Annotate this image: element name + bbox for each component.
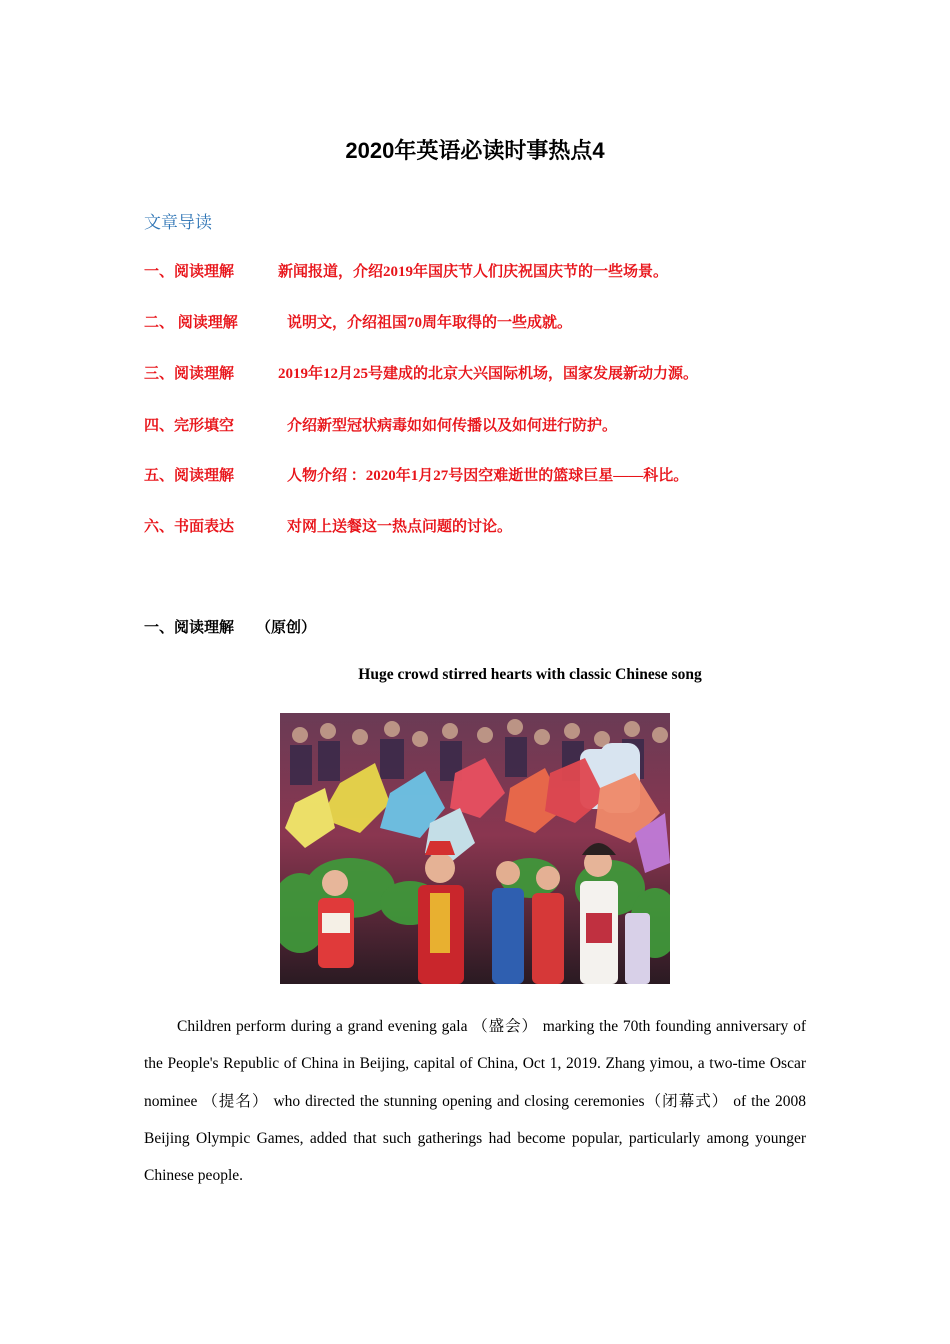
page-title: 2020年英语必读时事热点4 — [345, 138, 605, 163]
guide-item-desc: 2019年12月25号建成的北京大兴国际机场，国家发展新动力源。 — [278, 366, 699, 382]
guide-item-desc: 人物介绍 ：2020年1月27号因空难逝世的篮球巨星——科比。 — [287, 468, 689, 484]
guide-item-desc: 说明文，介绍祖国70周年取得的一些成就。 — [287, 315, 573, 331]
section-heading-label: 一、阅读理解 — [144, 620, 235, 636]
guide-item-6 — [144, 515, 513, 536]
section-heading-note: （原创） — [256, 620, 317, 636]
guide-item-label: 四、完形填空 — [144, 418, 235, 434]
guide-item-1 — [144, 260, 669, 281]
guide-item-desc: 介绍新型冠状病毒如如何传播以及如何进行防护。 — [287, 418, 618, 434]
guide-item-2 — [144, 311, 573, 332]
guide-item-desc: 新闻报道，介绍2019年国庆节人们庆祝国庆节的一些场景。 — [278, 264, 669, 280]
guide-item-label: 二、 阅读理解 — [144, 315, 238, 331]
gala-photo — [280, 713, 670, 984]
guide-item-4 — [144, 414, 618, 435]
gala-photo-illustration — [280, 713, 670, 984]
section-heading — [144, 616, 316, 637]
guide-item-label: 五、阅读理解 — [144, 468, 235, 484]
article-title: Huge crowd stirred hearts with classic Chinese song — [358, 666, 702, 683]
guide-item-desc: 对网上送餐这一热点问题的讨论。 — [287, 519, 513, 535]
guide-item-label: 一、阅读理解 — [144, 264, 235, 280]
article-paragraph: Children perform during a grand evening gala （盛会） marking the 70th founding anniversary of the People's Republic of China in Beijing, capital of China, Oct 1, 2019. Zhang yimou, a two-time Oscar nominee （提名） who directed the stunning opening and closing ceremonies（闭幕式） of the 2008 Beijing Olympic Games, added that such gatherings had become popular, particularly among younger Chinese people. — [144, 1018, 806, 1185]
guide-item-label: 六、书面表达 — [144, 519, 235, 535]
article-body — [144, 1008, 806, 1194]
guide-heading: 文章导读 — [144, 213, 212, 232]
guide-item-5 — [144, 464, 689, 485]
guide-item-label: 三、阅读理解 — [144, 366, 235, 382]
guide-item-3 — [144, 362, 699, 383]
